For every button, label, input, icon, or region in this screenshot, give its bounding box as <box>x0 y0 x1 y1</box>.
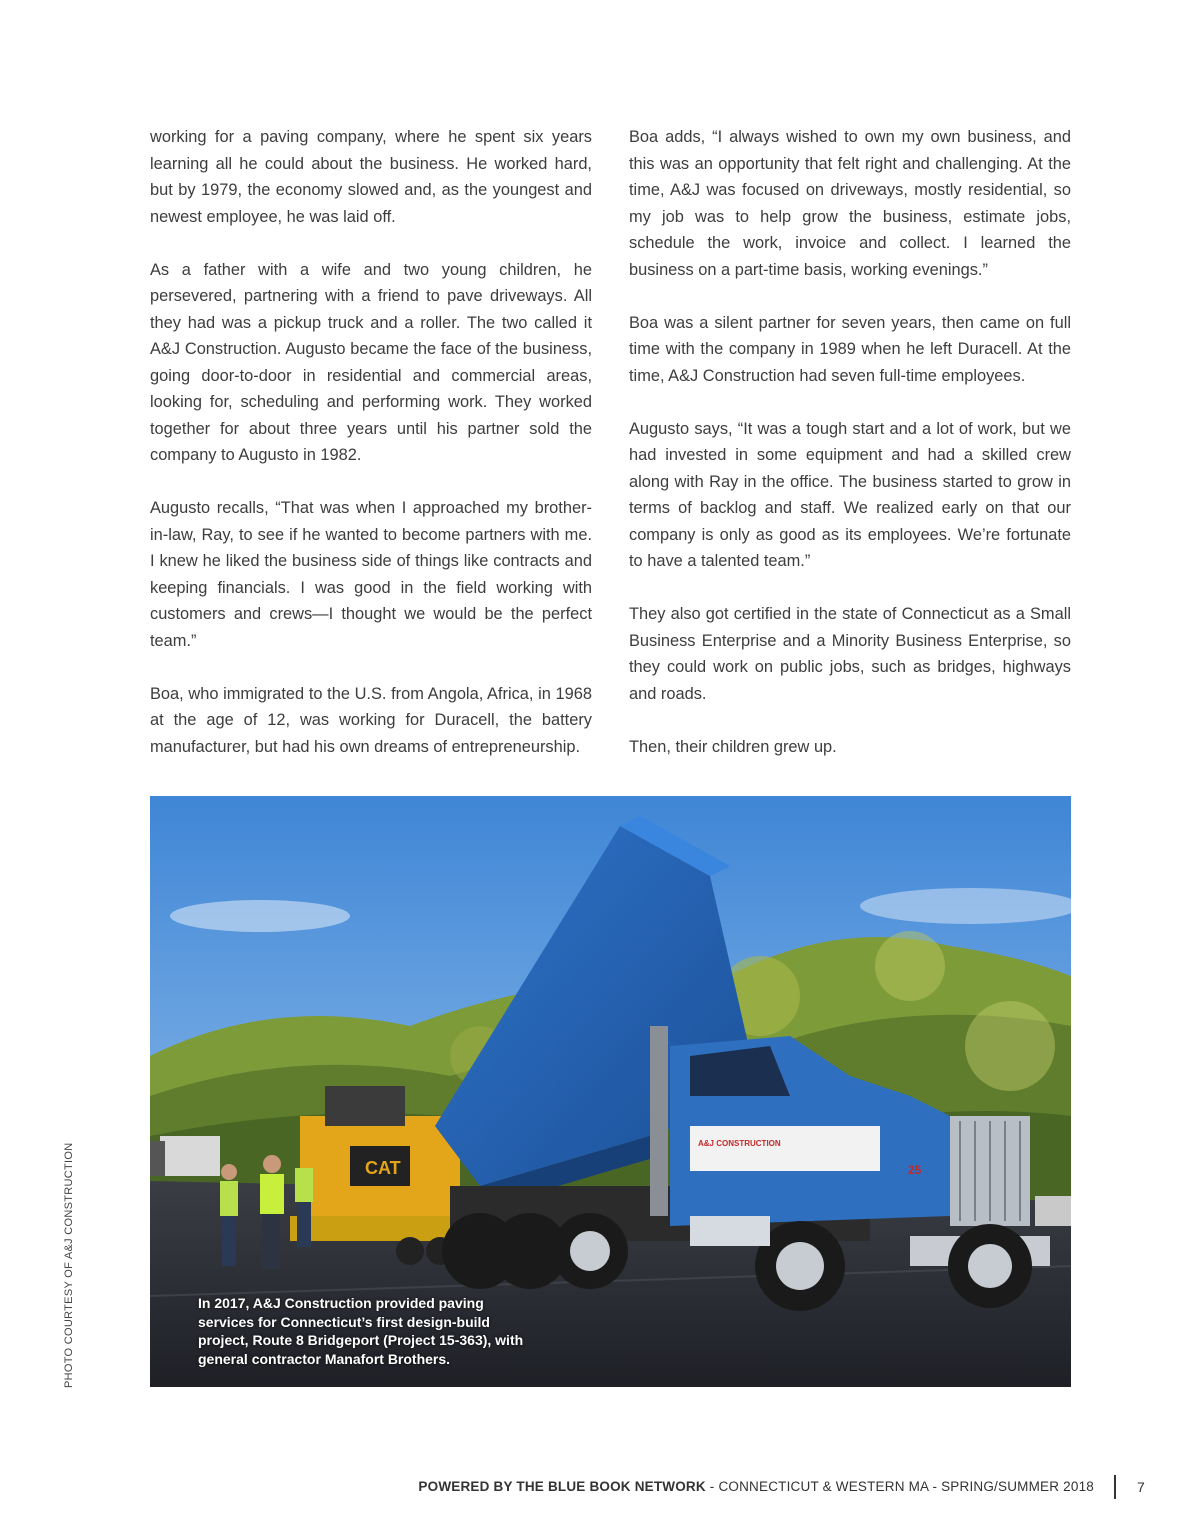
truck-number-label: 25 <box>908 1163 922 1177</box>
truck-door-label: A&J CONSTRUCTION <box>698 1139 781 1148</box>
paragraph: Boa, who immigrated to the U.S. from Angola, Africa, in 1968 at the age of 12, was working for Duracell, the battery manufacturer, but had his own dreams of entrepreneurship. <box>150 684 592 756</box>
footer-publication: POWERED BY THE BLUE BOOK NETWORK <box>418 1479 706 1494</box>
paragraph: Boa adds, “I always wished to own my own business, and this was an opportunity that felt right and challenging. At the time, A&J was focused on driveways, mostly residential, so my job was to help grow the business, estimate jobs, schedule the work, invoice and collect. I learned the business on a part-time basis, working evenings.” <box>629 128 1071 279</box>
footer-edition: - CONNECTICUT & WESTERN MA - SPRING/SUMMER 2018 <box>705 1479 1094 1494</box>
page-number: 7 <box>1137 1479 1145 1495</box>
paragraph: Augusto says, “It was a tough start and a lot of work, but we had invested in some equipment and had a skilled crew along with Ray in the office. The business started to grow in terms of backlog and staff. We realized early on that our company is only as good as its employees. We’re fortunate to have a talented team.” <box>629 419 1071 570</box>
photo-credit: PHOTO COURTESY OF A&J CONSTRUCTION <box>63 1142 75 1388</box>
paragraph: working for a paving company, where he spent six years learning all he could about the business. He worked hard, but by 1979, the economy slowed and, as the youngest and newest employee, he was laid off. <box>150 128 592 226</box>
article-column-left <box>150 124 592 787</box>
paragraph: Boa was a silent partner for seven years, then came on full time with the company in 1989 when he left Duracell. At the time, A&J Construction had seven full-time employees. <box>629 313 1071 385</box>
paver-brand-label: CAT <box>365 1158 401 1178</box>
page-footer <box>418 1479 1094 1494</box>
photo-caption: In 2017, A&J Construction provided paving services for Connecticut’s first design-build project, Route 8 Bridgeport (Project 15-363), with general contractor Manafort Brothers. <box>198 1295 524 1367</box>
footer-divider <box>1114 1475 1116 1499</box>
paragraph: They also got certified in the state of Connecticut as a Small Business Enterprise and a Minority Business Enterprise, so they could work on public jobs, such as bridges, highways and roads. <box>629 605 1071 703</box>
paragraph: Then, their children grew up. <box>629 737 837 756</box>
article-column-right <box>629 124 1071 787</box>
dump-truck-photo <box>150 796 1071 1387</box>
paragraph: Augusto recalls, “That was when I approached my brother-in-law, Ray, to see if he wanted to become partners with me. I knew he liked the business side of things like contracts and keeping financials. I was good in the field working with customers and crews—I thought we would be the perfect team.” <box>150 499 592 650</box>
paragraph: As a father with a wife and two young children, he persevered, partnering with a friend to pave driveways. All they had was a pickup truck and a roller. The two called it A&J Construction. Augusto became the face of the business, going door-to-door in residential and commercial areas, looking for, scheduling and performing work. They worked together for about three years until his partner sold the company to Augusto in 1982. <box>150 260 592 464</box>
